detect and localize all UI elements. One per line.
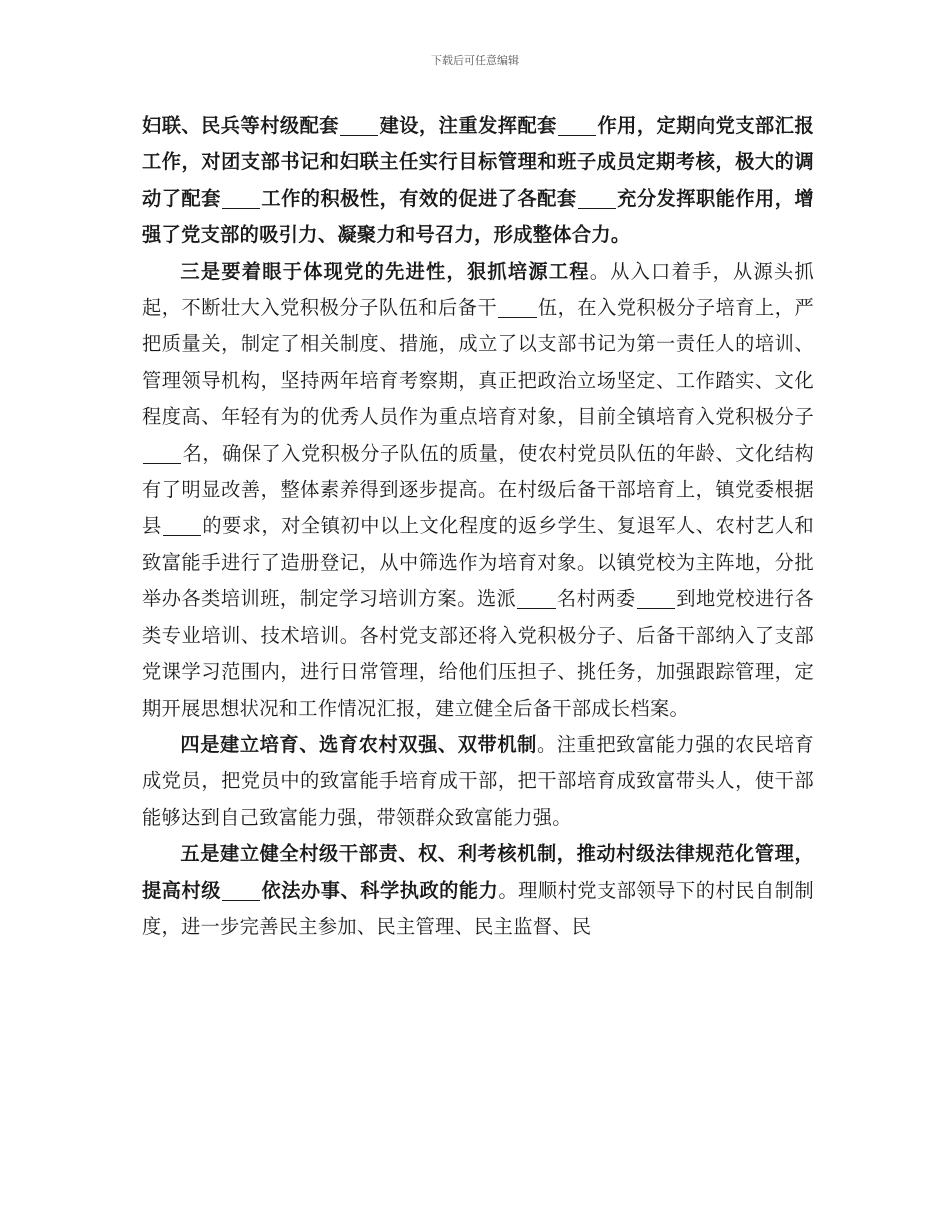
fill-in-blank — [498, 298, 536, 318]
paragraph-assessment-mechanism — [142, 836, 814, 945]
document-body — [142, 108, 814, 945]
bold-text-segment: 建设，注重发挥配套 — [379, 114, 557, 137]
paragraph-dual-capability-mechanism — [142, 727, 814, 836]
bold-text-segment: 妇联、民兵等村级配套 — [142, 114, 340, 137]
text-segment: 伍，在入党积极分子培育上，严把质量关，制定了相关制度、措施，成立了以支部书记为第一责任人的培训、管理领导机构，坚持两年培育考察期，真正把政治立场坚定、工作踏实、文化程度高、年轻有为的优秀人员作为重点培育对象，目前全镇培育入党积极分子 — [142, 296, 814, 429]
fill-in-blank — [578, 189, 616, 209]
paragraph-supporting-organizations — [142, 108, 814, 254]
text-segment: 名村两委 — [556, 587, 636, 611]
text-segment: 。从入口着手，从源头抓起，不断壮大入党积极分子队伍和后备干 — [142, 259, 814, 320]
text-segment: 名，确保了入党积极分子队伍的质量，使农村党员队伍的年龄、文化结构有了明显改善，整体素养得到逐步提高。在村级后备干部培育上，镇党委根据县 — [142, 441, 814, 538]
fill-in-blank — [517, 589, 555, 609]
text-segment: 。理顺村党支部领导下的村民自制制度，进一步完善民主参加、民主管理、民主监督、民 — [142, 878, 814, 938]
fill-in-blank — [163, 516, 201, 536]
fill-in-blank — [558, 116, 596, 136]
paragraph-cultivation-project — [142, 254, 814, 727]
bold-text-segment: 作用，定期向党支部汇报工作，对团支部书记和妇联主任实行目标管理和班子成员定期考核，极大的调动了配套 — [142, 114, 814, 210]
fill-in-blank — [222, 189, 260, 209]
bold-text-segment: 工作的积极性，有效的促进了各配套 — [261, 186, 577, 210]
fill-in-blank — [340, 116, 378, 136]
bold-text-segment: 五是建立健全村级干部责、权、利考核机制，推动村级法律规范化管理，提高村级 — [142, 842, 814, 902]
fill-in-blank — [637, 589, 675, 609]
fill-in-blank — [143, 443, 181, 463]
page-header: 下载后可任意编辑 — [431, 54, 519, 67]
bold-text-segment: 四是建立培育、选育农村双强、双带机制 — [180, 732, 537, 756]
text-segment: 到地党校进行各类专业培训、技术培训。各村党支部还将入党积极分子、后备干部纳入了支部党课学习范围内，进行日常管理，给他们压担子、挑任务，加强跟踪管理，定期开展思想状况和工作情况汇报，建立健全后备干部成长档案。 — [142, 587, 815, 720]
bold-text-segment: 三是要着眼于体现党的先进性，狠抓培源工程 — [180, 259, 590, 283]
bold-text-segment: 充分发挥职能作用，增强了党支部的吸引力、凝聚力和号召力，形成整体合力。 — [142, 186, 814, 247]
text-segment: 的要求，对全镇初中以上文化程度的返乡学生、复退军人、农村艺人和致富能手进行了造册登记，从中筛选作为培育对象。以镇党校为主阵地，分批举办各类培训班，制定学习培训方案。选派 — [142, 514, 814, 611]
fill-in-blank — [222, 880, 260, 900]
bold-text-segment: 依法办事、科学执政的能力 — [261, 878, 499, 902]
text-segment: 。注重把致富能力强的农民培育成党员，把党员中的致富能手培育成干部，把干部培育成致富带头人，使干部能够达到自己致富能力强，带领群众致富能力强。 — [142, 732, 814, 829]
